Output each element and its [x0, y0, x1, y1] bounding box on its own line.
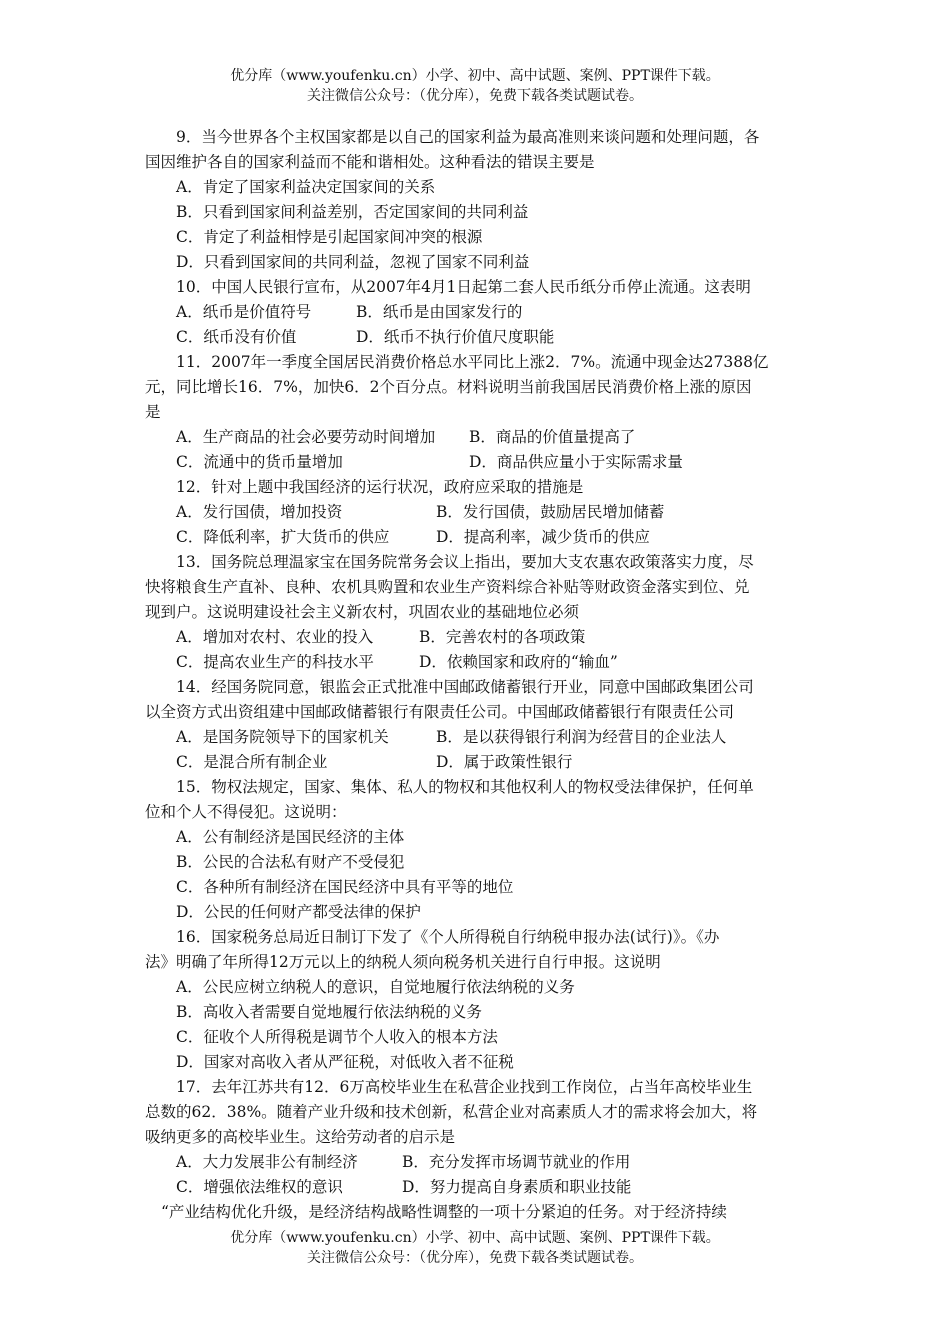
q17-stem-line-3: 吸纳更多的高校毕业生。这给劳动者的启示是 — [145, 1128, 456, 1146]
q10-option-b: B．纸币是由国家发行的 — [356, 303, 523, 321]
exam-body — [145, 125, 810, 1225]
q17-option-c: C．增强依法维权的意识 — [176, 1178, 343, 1196]
q16-stem-line-2: 法》明确了年所得12万元以上的纳税人须向税务机关进行自行申报。这说明 — [145, 953, 661, 971]
q12-option-b: B．发行国债，鼓励居民增加储蓄 — [436, 503, 665, 521]
q11-stem-line-1: 11．2007年一季度全国居民消费价格总水平同比上涨2．7%。流通中现金达27388亿 — [176, 353, 769, 371]
q16-stem-line-1: 16．国家税务总局近日制订下发了《个人所得税自行纳税申报办法(试行)》。《办 — [176, 928, 720, 946]
q14-options-ab — [145, 725, 810, 750]
q17-option-d: D．努力提高自身素质和职业技能 — [402, 1178, 632, 1196]
q11-option-a: A．生产商品的社会必要劳动时间增加 — [176, 428, 436, 446]
q17-options-cd — [145, 1175, 810, 1200]
q13-options-cd — [145, 650, 810, 675]
q16-option-c: C．征收个人所得税是调节个人收入的根本方法 — [176, 1028, 498, 1046]
q10-stem-line-1: 10．中国人民银行宣布，从2007年4月1日起第二套人民币纸分币停止流通。这表明 — [176, 278, 751, 296]
q12-option-a: A．发行国债，增加投资 — [176, 503, 343, 521]
q9-stem-line-2: 国因维护各自的国家利益而不能和谐相处。这种看法的错误主要是 — [145, 153, 595, 171]
q13-stem-line-3: 现到户。这说明建设社会主义新农村，巩固农业的基础地位必须 — [145, 603, 580, 621]
q11-stem-line-3: 是 — [145, 403, 161, 421]
q10-option-c: C．纸币没有价值 — [176, 328, 297, 346]
q16-option-d: D．国家对高收入者从严征税，对低收入者不征税 — [176, 1053, 514, 1071]
q9-stem-line-1: 9．当今世界各个主权国家都是以自己的国家利益为最高准则来谈问题和处理问题，各 — [176, 128, 760, 146]
q13-stem-line-1: 13．国务院总理温家宝在国务院常务会议上指出，要加大支农惠农政策落实力度，尽 — [176, 553, 754, 571]
q9-option-d: D．只看到国家间的共同利益，忽视了国家不同利益 — [176, 253, 530, 271]
q17-options-ab — [145, 1150, 810, 1175]
q13-stem-line-2: 快将粮食生产直补、良种、农机具购置和农业生产资料综合补贴等财政资金落实到位、兑 — [145, 578, 750, 596]
header-line-1: 优分库（www.youfenku.cn）小学、初中、高中试题、案例、PPT课件下载。 — [230, 68, 720, 84]
q15-option-c: C．各种所有制经济在国民经济中具有平等的地位 — [176, 878, 514, 896]
q14-options-cd — [145, 750, 810, 775]
q15-option-a: A．公有制经济是国民经济的主体 — [176, 828, 405, 846]
q16-option-a: A．公民应树立纳税人的意识，自觉地履行依法纳税的义务 — [176, 978, 575, 996]
q9-option-a: A．肯定了国家利益决定国家间的关系 — [176, 178, 436, 196]
q11-options-ab — [145, 425, 810, 450]
header-line-2: 关注微信公众号：（优分库），免费下载各类试题试卷。 — [307, 88, 643, 104]
q17-stem-line-1: 17．去年江苏共有12．6万高校毕业生在私营企业找到工作岗位，占当年高校毕业生 — [176, 1078, 753, 1096]
q15-option-d: D．公民的任何财产都受法律的保护 — [176, 903, 421, 921]
q12-stem-line-1: 12．针对上题中我国经济的运行状况，政府应采取的措施是 — [176, 478, 584, 496]
q14-option-d: D．属于政策性银行 — [436, 753, 573, 771]
q14-option-a: A．是国务院领导下的国家机关 — [176, 728, 389, 746]
q9-option-b: B．只看到国家间利益差别，否定国家间的共同利益 — [176, 203, 529, 221]
footer-line-2: 关注微信公众号：（优分库），免费下载各类试题试卷。 — [307, 1250, 643, 1266]
q10-option-a: A．纸币是价值符号 — [176, 303, 312, 321]
q15-stem-line-1: 15．物权法规定，国家、集体、私人的物权和其他权利人的物权受法律保护，任何单 — [176, 778, 754, 796]
q12-option-d: D．提高利率，减少货币的供应 — [436, 528, 650, 546]
q14-option-b: B．是以获得银行利润为经营目的企业法人 — [436, 728, 727, 746]
q15-stem-line-2: 位和个人不得侵犯。这说明： — [145, 803, 347, 821]
q12-options-ab — [145, 500, 810, 525]
q10-option-d: D．纸币不执行价值尺度职能 — [356, 328, 555, 346]
q11-stem-line-2: 元，同比增长16．7%，加快6．2个百分点。材料说明当前我国居民消费价格上涨的原因 — [145, 378, 752, 396]
q15-option-b: B．公民的合法私有财产不受侵犯 — [176, 853, 405, 871]
q16-option-b: B．高收入者需要自觉地履行依法纳税的义务 — [176, 1003, 482, 1021]
q10-options-cd — [145, 325, 810, 350]
page-footer — [0, 1228, 950, 1268]
q13-option-c: C．提高农业生产的科技水平 — [176, 653, 374, 671]
trailing-paragraph-line-1: “产业结构优化升级，是经济结构战略性调整的一项十分紧迫的任务。对于经济持续 — [161, 1203, 727, 1221]
q14-option-c: C．是混合所有制企业 — [176, 753, 328, 771]
q12-options-cd — [145, 525, 810, 550]
q11-option-d: D．商品供应量小于实际需求量 — [469, 453, 683, 471]
q13-option-a: A．增加对农村、农业的投入 — [176, 628, 374, 646]
q9-option-c: C．肯定了利益相悖是引起国家间冲突的根源 — [176, 228, 483, 246]
q12-option-c: C．降低利率，扩大货币的供应 — [176, 528, 390, 546]
q13-option-d: D．依赖国家和政府的“输血” — [419, 653, 618, 671]
footer-line-1: 优分库（www.youfenku.cn）小学、初中、高中试题、案例、PPT课件下载。 — [230, 1230, 720, 1246]
q17-option-a: A．大力发展非公有制经济 — [176, 1153, 358, 1171]
q13-option-b: B．完善农村的各项政策 — [419, 628, 586, 646]
q17-option-b: B．充分发挥市场调节就业的作用 — [402, 1153, 631, 1171]
q11-option-c: C．流通中的货币量增加 — [176, 453, 343, 471]
q14-stem-line-2: 以全资方式出资组建中国邮政储蓄银行有限责任公司。中国邮政储蓄银行有限责任公司 — [145, 703, 735, 721]
q14-stem-line-1: 14．经国务院同意，银监会正式批准中国邮政储蓄银行开业，同意中国邮政集团公司 — [176, 678, 754, 696]
q10-options-ab — [145, 300, 810, 325]
page-header — [0, 66, 950, 106]
q17-stem-line-2: 总数的62．38%。随着产业升级和技术创新，私营企业对高素质人才的需求将会加大，将 — [145, 1103, 758, 1121]
q11-options-cd — [145, 450, 810, 475]
q11-option-b: B．商品的价值量提高了 — [469, 428, 636, 446]
q13-options-ab — [145, 625, 810, 650]
